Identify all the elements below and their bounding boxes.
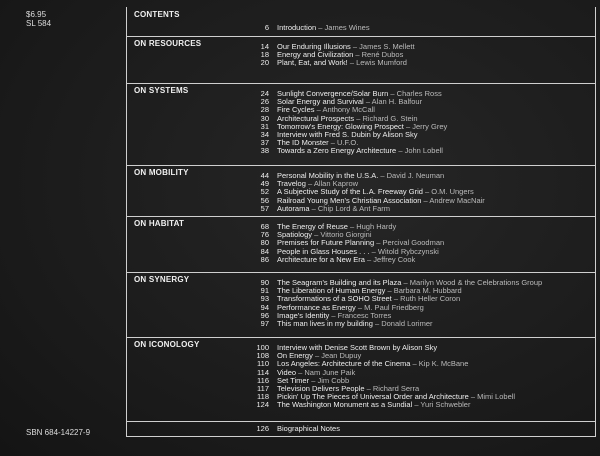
entry-author: – René Dubos	[355, 50, 404, 60]
entry-title: The ID Monster	[277, 138, 329, 148]
page-number: 26	[260, 97, 269, 107]
entry-title: Tomorrow's Energy: Glowing Prospect	[277, 121, 404, 131]
page-number: 30	[260, 113, 269, 123]
page-number: 6	[264, 23, 269, 32]
entry-author: – Anthony McCall	[316, 105, 375, 115]
entry-title: Los Angeles: Architecture of the Cinema	[277, 359, 411, 369]
entry-title: Architecture for a New Era	[277, 254, 365, 264]
section-title: ON SYNERGY	[134, 275, 190, 284]
page-number: 52	[260, 187, 269, 197]
bio-row	[127, 421, 595, 437]
page-number: 31	[260, 121, 269, 131]
entry-author: – Jim Cobb	[311, 375, 350, 385]
entry-author: – Allan Kaprow	[308, 179, 359, 189]
entry-author: – O.M. Ungers	[425, 187, 474, 197]
page-number: 68	[260, 222, 269, 231]
toc-section	[127, 36, 595, 84]
page-number: 114	[257, 367, 269, 377]
page-number: 94	[260, 302, 269, 312]
page-number: 44	[260, 171, 269, 180]
section-title: ON SYSTEMS	[134, 86, 189, 95]
price-label	[26, 10, 51, 28]
page-number: 84	[260, 246, 269, 256]
toc-entry	[127, 205, 595, 213]
entry-title: Personal Mobility in the U.S.A.	[277, 171, 379, 180]
toc-section	[127, 216, 595, 273]
entry-author: – Hugh Hardy	[349, 222, 397, 231]
entry-title: A Subjective Study of the L.A. Freeway Grid	[277, 187, 423, 197]
entry-title: Autorama	[277, 203, 310, 213]
price-value: $6.95	[26, 10, 47, 19]
entry-author: – M. Paul Friedberg	[357, 302, 424, 312]
page-number: 117	[257, 383, 269, 393]
entry-title: Pickin' Up The Pieces of Universal Order and Architecture	[277, 392, 469, 402]
toc-section	[127, 83, 595, 166]
toc-entry	[127, 360, 595, 368]
entry-title: Spatiology	[277, 230, 313, 240]
section-title: ON RESOURCES	[134, 39, 202, 48]
entry-title: Biographical Notes	[277, 424, 340, 433]
entry-title: Travelog	[277, 179, 306, 189]
entry-author: – Alan H. Balfour	[365, 97, 423, 107]
page-number: 108	[256, 351, 269, 361]
toc-entry	[127, 256, 595, 264]
entry-author: – Mimi Lobell	[470, 392, 516, 402]
page-number: 49	[260, 179, 269, 189]
toc-section	[127, 337, 595, 422]
entry-title: The Washington Monument as a Sundial	[277, 400, 413, 410]
entry-author: – Lewis Mumford	[349, 58, 407, 68]
contents-header-row	[127, 7, 595, 37]
entry-title: Energy and Civilization	[277, 50, 354, 60]
entry-title: Solar Energy and Survival	[277, 97, 364, 107]
entry-author: – James S. Mellett	[352, 42, 415, 51]
page-number: 100	[256, 343, 269, 352]
page-number: 38	[260, 146, 269, 156]
entry-title: Video	[277, 367, 297, 377]
entry-author: – Francesc Torres	[331, 310, 392, 320]
page-number: 34	[260, 129, 269, 139]
page-number: 57	[260, 203, 269, 213]
entry-title: Image's Identity	[277, 310, 330, 320]
catalog-code: SL 584	[26, 19, 52, 28]
entry-author: – John Lobell	[398, 146, 443, 156]
entry-title: Set Timer	[277, 375, 310, 385]
entry-title: Our Enduring Illusions	[277, 42, 351, 51]
entry-author: – Donald Lorimer	[374, 318, 433, 328]
page-number: 124	[256, 400, 269, 410]
entry-author: – Richard G. Stein	[356, 113, 418, 123]
page-number: 110	[257, 359, 269, 369]
page-number: 76	[260, 230, 269, 240]
entry-title: On Energy	[277, 351, 313, 361]
entry-title: The Liberation of Human Energy	[277, 286, 386, 296]
entry-title: Introduction	[277, 23, 317, 32]
toc-entry	[127, 320, 595, 328]
page-number: 37	[260, 138, 269, 148]
entry-title: Premises for Future Planning	[277, 238, 375, 248]
toc-entry-bio	[127, 425, 595, 433]
entry-title: Interview with Denise Scott Brown by Alison Sky	[277, 343, 438, 352]
entry-author: – Jeffrey Cook	[367, 254, 416, 264]
toc-entry	[127, 59, 595, 67]
entry-author: – Vittorio Giorgini	[314, 230, 372, 240]
entry-author: – Yuri Schwebler	[414, 400, 471, 410]
entry-title: Plant, Eat, and Work!	[277, 58, 348, 68]
isbn-label: SBN 684-14227-9	[26, 428, 91, 437]
entry-title: Fire Cycles	[277, 105, 315, 115]
entry-author: – Marilyn Wood & the Celebrations Group	[403, 278, 543, 287]
page-number: 96	[260, 310, 269, 320]
entry-author: – Jean Dupuy	[314, 351, 362, 361]
entry-title: The Seagram's Building and its Plaza	[277, 278, 402, 287]
toc-section	[127, 272, 595, 338]
entry-title: This man lives in my building	[277, 318, 373, 328]
page-number: 126	[256, 424, 269, 433]
entry-author: – Kip K. McBane	[412, 359, 469, 369]
entry-title: Performance as Energy	[277, 302, 356, 312]
page-number: 90	[260, 278, 269, 287]
entry-title: Architectural Prospects	[277, 113, 355, 123]
page-number: 24	[260, 89, 269, 98]
page-number: 86	[260, 254, 269, 264]
entry-author: – Richard Serra	[366, 383, 420, 393]
page-number: 20	[260, 58, 269, 68]
page-number: 118	[257, 392, 269, 402]
table-of-contents	[126, 7, 596, 437]
entry-author: – U.F.O.	[330, 138, 359, 148]
page-number: 91	[260, 286, 269, 296]
entry-title: People in Glass Houses . . .	[277, 246, 370, 256]
section-title: ON MOBILITY	[134, 168, 189, 177]
entry-author: – James Wines	[318, 23, 370, 32]
page-number: 18	[260, 50, 269, 60]
page-number: 14	[260, 42, 269, 51]
toc-entry	[127, 131, 595, 139]
toc-entry	[127, 147, 595, 155]
entry-author: – Chip Lord & Ant Farm	[311, 203, 390, 213]
entry-title: Railroad Young Men's Christian Association	[277, 195, 422, 205]
page-number: 56	[260, 195, 269, 205]
entry-author: – Andrew MacNair	[423, 195, 485, 205]
toc-entry	[127, 401, 595, 409]
toc-entry	[127, 172, 595, 180]
entry-author: – Charles Ross	[390, 89, 442, 98]
entry-author: – Ruth Heller Coron	[393, 294, 461, 304]
page-number: 93	[260, 294, 269, 304]
toc-section	[127, 165, 595, 217]
page-number: 116	[257, 375, 269, 385]
entry-author: – Jerry Grey	[406, 121, 448, 131]
entry-title: Sunlight Convergence/Solar Burn	[277, 89, 389, 98]
entry-title: Transformations of a SOHO Street	[277, 294, 392, 304]
entry-title: Towards a Zero Energy Architecture	[277, 146, 397, 156]
page-number: 28	[260, 105, 269, 115]
page-number: 97	[260, 318, 269, 328]
entry-title: The Energy of Reuse	[277, 222, 348, 231]
toc-entry-intro	[127, 24, 595, 32]
entry-author: – Percival Goodman	[376, 238, 445, 248]
section-title: ON ICONOLOGY	[134, 340, 200, 349]
entry-title: Television Delivers People	[277, 383, 365, 393]
entry-author: – Witold Rybczynski	[371, 246, 439, 256]
entry-author: – David J. Neuman	[380, 171, 445, 180]
entry-title: Interview with Fred S. Dubin by Alison Sky	[277, 129, 418, 139]
contents-heading: CONTENTS	[134, 10, 180, 19]
section-title: ON HABITAT	[134, 219, 185, 228]
page-number: 80	[260, 238, 269, 248]
entry-author: – Barbara M. Hubbard	[387, 286, 462, 296]
toc-entry	[127, 369, 595, 377]
entry-author: – Nam June Paik	[298, 367, 356, 377]
